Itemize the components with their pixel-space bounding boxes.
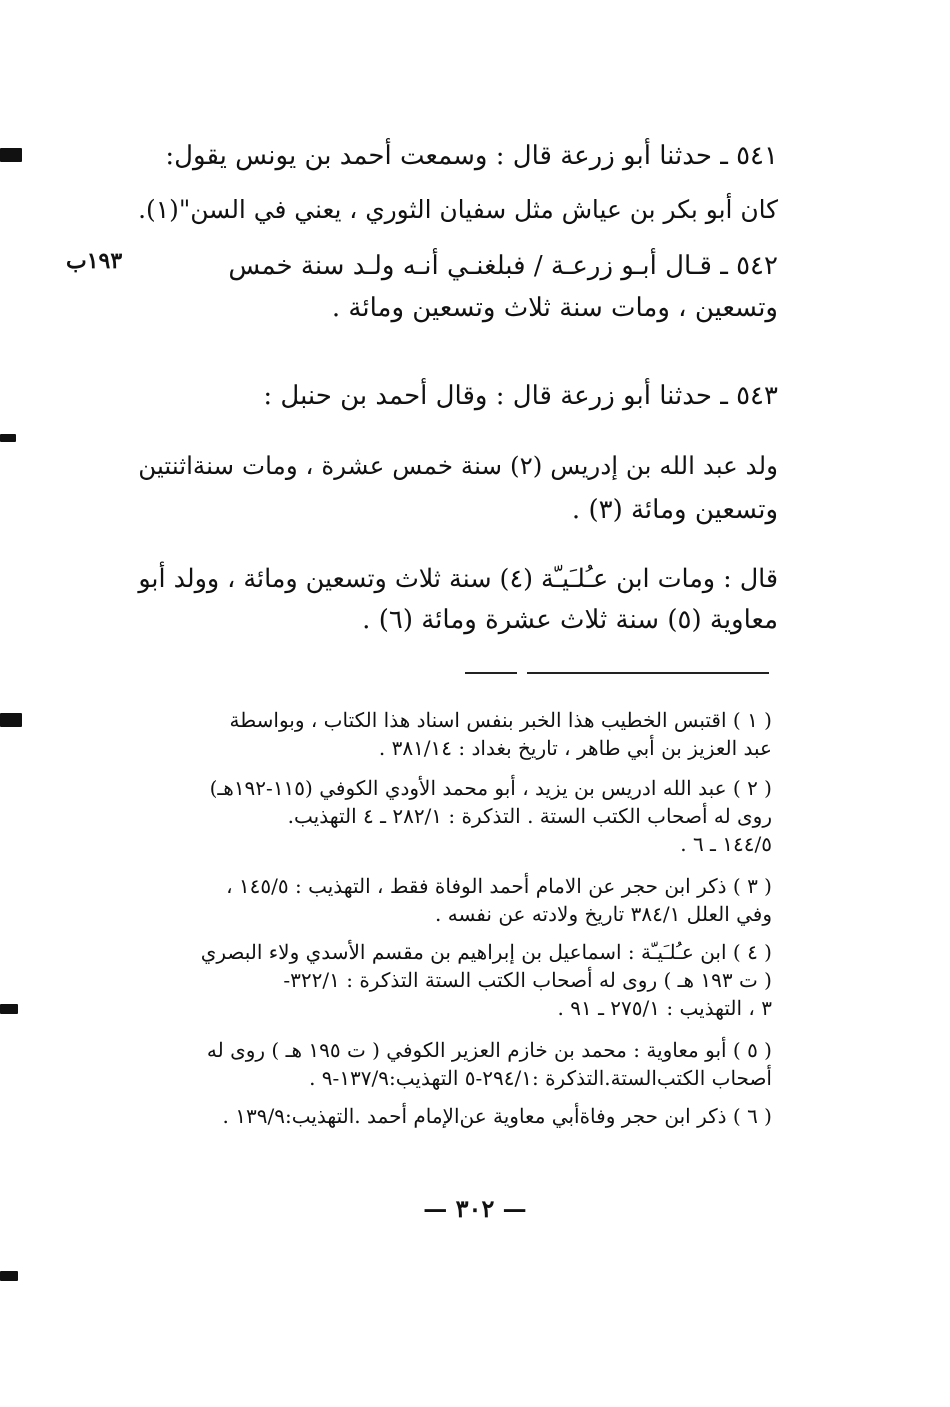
paragraph-542-line-1: ٥٤٢ ـ قـال أبـو زرعـة / فبلغنـي أنـه ولـد سنة خمس (228, 251, 778, 281)
footnote-2-line-3: ١٤٤/٥ ـ ٦ . (680, 832, 772, 856)
paragraph-543b-line-2: وتسعين ومائة (٣) . (571, 495, 778, 525)
footnote-4-line-3: ٣ ، التهذيب : ٢٧٥/١ ـ ٩١ . (557, 996, 772, 1020)
footnote-2-line-1: ( ٢ ) عبد الله ادريس بن يزيد ، أبو محمد الأودي الكوفي (١١٥-١٩٢هـ) (209, 776, 772, 800)
footnote-6-line-1: ( ٦ ) ذكر ابن حجر وفاةأبي معاوية عن‌الإمام أحمد .التهذيب:١٣٩/٩ . (222, 1104, 772, 1128)
paragraph-543-line-1: ٥٤٣ ـ حدثنا أبو زرعة قال : وقال أحمد بن حنبل : (263, 381, 778, 411)
paragraph-542-line-2: وتسعين ، ومات سنة ثلاث وتسعين ومائة . (331, 293, 778, 323)
scan-mark (0, 148, 22, 162)
scan-mark (0, 1004, 18, 1014)
scan-mark (0, 434, 16, 442)
footnote-3-line-1: ( ٣ ) ذكر ابن حجر عن الامام أحمد الوفاة فقط ، التهذيب : ١٤٥/٥ ، (226, 874, 772, 898)
footnote-1-line-2: عبد العزيز بن أبي طاهر ، تاريخ بغداد : ٣٨١/١٤ . (378, 736, 772, 760)
page-number: — ٣٠٢ — (423, 1194, 527, 1223)
footnote-separator (465, 672, 517, 674)
scan-mark (0, 713, 22, 727)
footnote-4-line-1: ( ٤ ) ابن عـُلـَيـّة : اسماعيل بن إبراهيم بن مقسم الأسدي ولاء البصري (200, 940, 772, 964)
footnote-3-line-2: وفي العلل ٣٨٤/١ تاريخ ولادته عن نفسه . (435, 902, 772, 926)
scan-mark (0, 1271, 18, 1281)
margin-folio-mark: ١٩٣ب (66, 248, 123, 274)
footnote-1-line-1: ( ١ ) اقتبس الخطيب هذا الخبر بنفس اسناد هذا الكتاب ، وبواسطة (229, 708, 772, 732)
footnote-5-line-2: أصحاب الكتب‌الستة.التذكرة :٢٩٤/١-٥ التهذيب:١٣٧/٩-٩ . (309, 1066, 772, 1090)
paragraph-543c-line-1: قال : ومات ابن عـُلـَيـّة (٤) سنة ثلاث وتسعين ومائة ، وولد أبو (138, 563, 778, 593)
paragraph-543b-line-1: ولد عبد الله بن إدريس (٢) سنة خمس عشرة ، ومات سنةاثنتين (138, 451, 778, 480)
footnote-2-line-2: روى له أصحاب الكتب الستة . التذكرة : ٢٨٢/١ ـ ٤ التهذيب. (287, 804, 772, 828)
paragraph-543c-line-2: معاوية (٥) سنة ثلاث عشرة ومائة (٦) . (362, 605, 778, 635)
paragraph-541-line-2: كان أبو بكر بن عياش مثل سفيان الثوري ، يعني في السن"(١). (138, 195, 778, 224)
footnote-4-line-2: ( ت ١٩٣ هـ ) روى له أصحاب الكتب الستة التذكرة : ٣٢٢/١- (283, 968, 772, 992)
footnote-separator (527, 672, 769, 674)
footnote-5-line-1: ( ٥ ) أبو معاوية : محمد بن خازم العزير الكوفي ( ت ١٩٥ هـ ) روى له (206, 1038, 772, 1062)
paragraph-541-line-1: ٥٤١ ـ حدثنا أبو زرعة قال : وسمعت أحمد بن يونس يقول: (165, 141, 778, 171)
